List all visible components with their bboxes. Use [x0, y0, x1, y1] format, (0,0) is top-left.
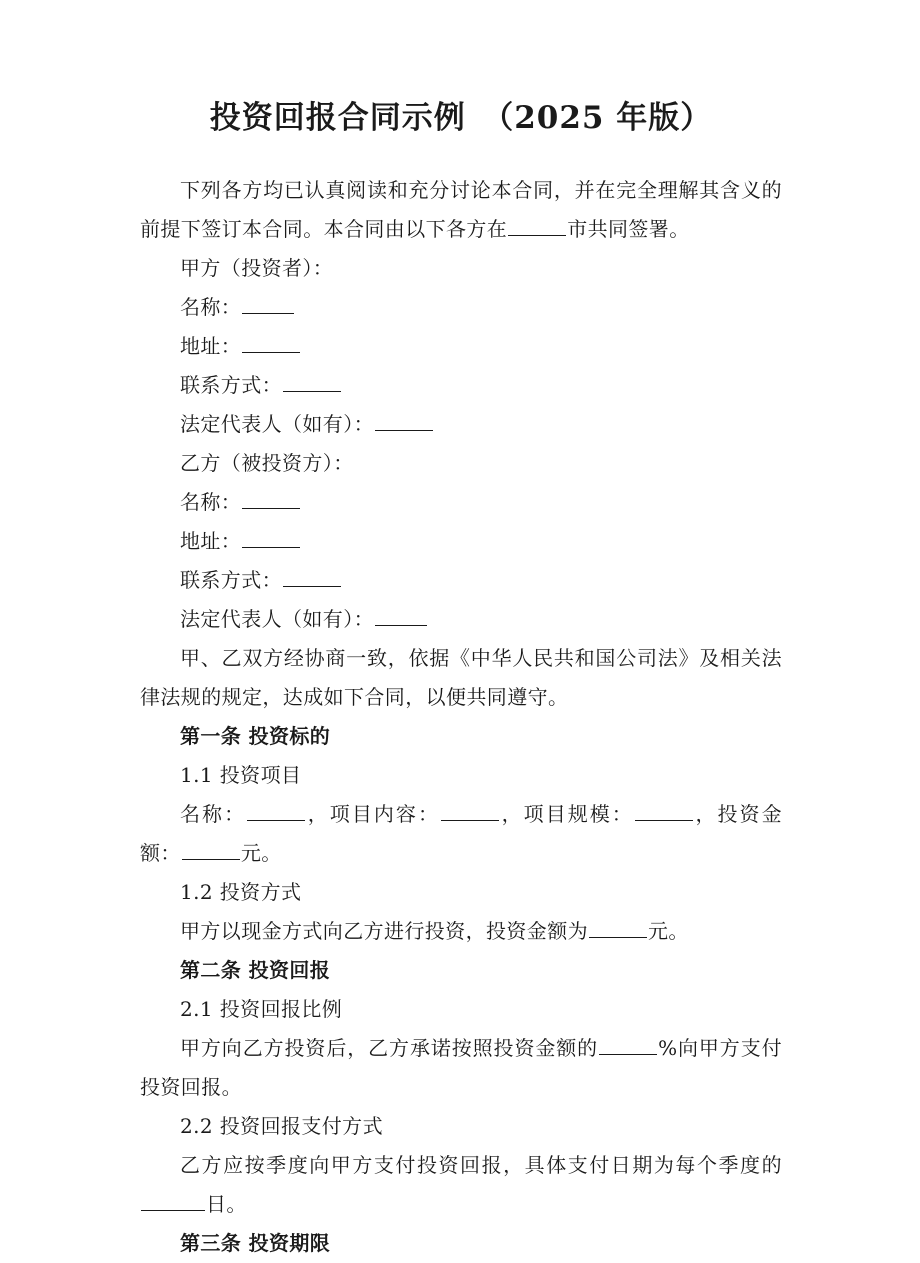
party-b-name-blank[interactable] — [242, 493, 300, 509]
party-a-label: 甲方（投资者）： — [180, 256, 334, 280]
preamble-text-1: 下列各方均已认真阅读和充分讨论本合同，并在完全理解其含义的前提下签订本合同。本合同由以下各方在 — [140, 178, 782, 241]
section-1-2-heading: 1.2 投资方式 — [180, 880, 302, 904]
investment-method-unit: 元。 — [648, 919, 689, 943]
article-1-heading: 第一条 投资标的 — [180, 724, 331, 748]
project-amount-unit: 元。 — [240, 841, 282, 865]
return-ratio-text-2: %向甲方支付投资回报。 — [140, 1036, 783, 1099]
section-2-2-body — [140, 1146, 782, 1224]
preamble-city-blank[interactable] — [508, 220, 566, 236]
section-1-1-body — [140, 795, 782, 873]
project-scale-blank[interactable] — [635, 805, 693, 821]
party-a-address-label: 地址： — [180, 334, 242, 358]
party-a-contact-label: 联系方式： — [180, 373, 282, 397]
return-ratio-text-1: 甲方向乙方投资后，乙方承诺按照投资金额的 — [180, 1036, 599, 1060]
project-scale-label: ，项目规模： — [499, 802, 634, 826]
project-content-label: ，项目内容： — [306, 802, 440, 826]
party-b-address-label: 地址： — [180, 529, 242, 553]
party-a-address-blank[interactable] — [242, 337, 300, 353]
party-a-contact-row — [140, 366, 782, 405]
party-a-name-blank[interactable] — [242, 298, 294, 314]
section-1-1-heading: 1.1 投资项目 — [180, 763, 302, 787]
party-b-contact-label: 联系方式： — [180, 568, 282, 592]
party-b-address-blank[interactable] — [242, 532, 300, 548]
party-a-representative-label: 法定代表人（如有）： — [180, 412, 374, 436]
preamble-text-2: 市共同签署。 — [567, 217, 690, 241]
project-amount-blank[interactable] — [182, 844, 240, 860]
return-ratio-blank[interactable] — [599, 1039, 657, 1055]
section-2-1-body — [140, 1029, 782, 1107]
section-1-2-body — [140, 912, 782, 951]
party-b-contact-blank[interactable] — [283, 571, 341, 587]
preamble-paragraph — [140, 171, 782, 249]
party-a-contact-blank[interactable] — [283, 376, 341, 392]
party-a-address-row — [140, 327, 782, 366]
party-b-label: 乙方（被投资方）： — [180, 451, 354, 475]
payment-date-text-2: 日。 — [206, 1192, 247, 1216]
document-body — [140, 0, 782, 1263]
party-a-representative-row — [140, 405, 782, 444]
section-2-1-heading: 2.1 投资回报比例 — [180, 997, 343, 1021]
project-amount-label: ，投资金额： — [140, 802, 782, 865]
party-b-name-row — [140, 483, 782, 522]
payment-date-text-1: 乙方应按季度向甲方支付投资回报，具体支付日期为每个季度的 — [180, 1153, 782, 1177]
section-2-2-heading: 2.2 投资回报支付方式 — [180, 1114, 383, 1138]
payment-date-blank[interactable] — [141, 1195, 205, 1211]
investment-method-text: 甲方以现金方式向乙方进行投资，投资金额为 — [180, 919, 588, 943]
party-a-representative-blank[interactable] — [375, 415, 433, 431]
project-name-blank[interactable] — [247, 805, 305, 821]
party-b-representative-blank[interactable] — [375, 610, 427, 626]
project-name-label: 名称： — [180, 802, 247, 826]
legal-basis-paragraph: 甲、乙双方经协商一致，依据《中华人民共和国公司法》及相关法律法规的规定，达成如下合同，以便共同遵守。 — [140, 646, 782, 709]
party-b-representative-row — [140, 600, 782, 639]
party-b-name-label: 名称： — [180, 490, 242, 514]
project-content-blank[interactable] — [441, 805, 499, 821]
article-3-heading: 第三条 投资期限 — [180, 1231, 331, 1255]
party-b-representative-label: 法定代表人（如有）： — [180, 607, 374, 631]
party-a-name-row — [140, 288, 782, 327]
party-a-name-label: 名称： — [180, 295, 242, 319]
investment-method-amount-blank[interactable] — [589, 922, 647, 938]
party-b-address-row — [140, 522, 782, 561]
party-b-contact-row — [140, 561, 782, 600]
article-2-heading: 第二条 投资回报 — [180, 958, 331, 982]
page-title: 投资回报合同示例 （2025 年版） — [209, 100, 713, 136]
